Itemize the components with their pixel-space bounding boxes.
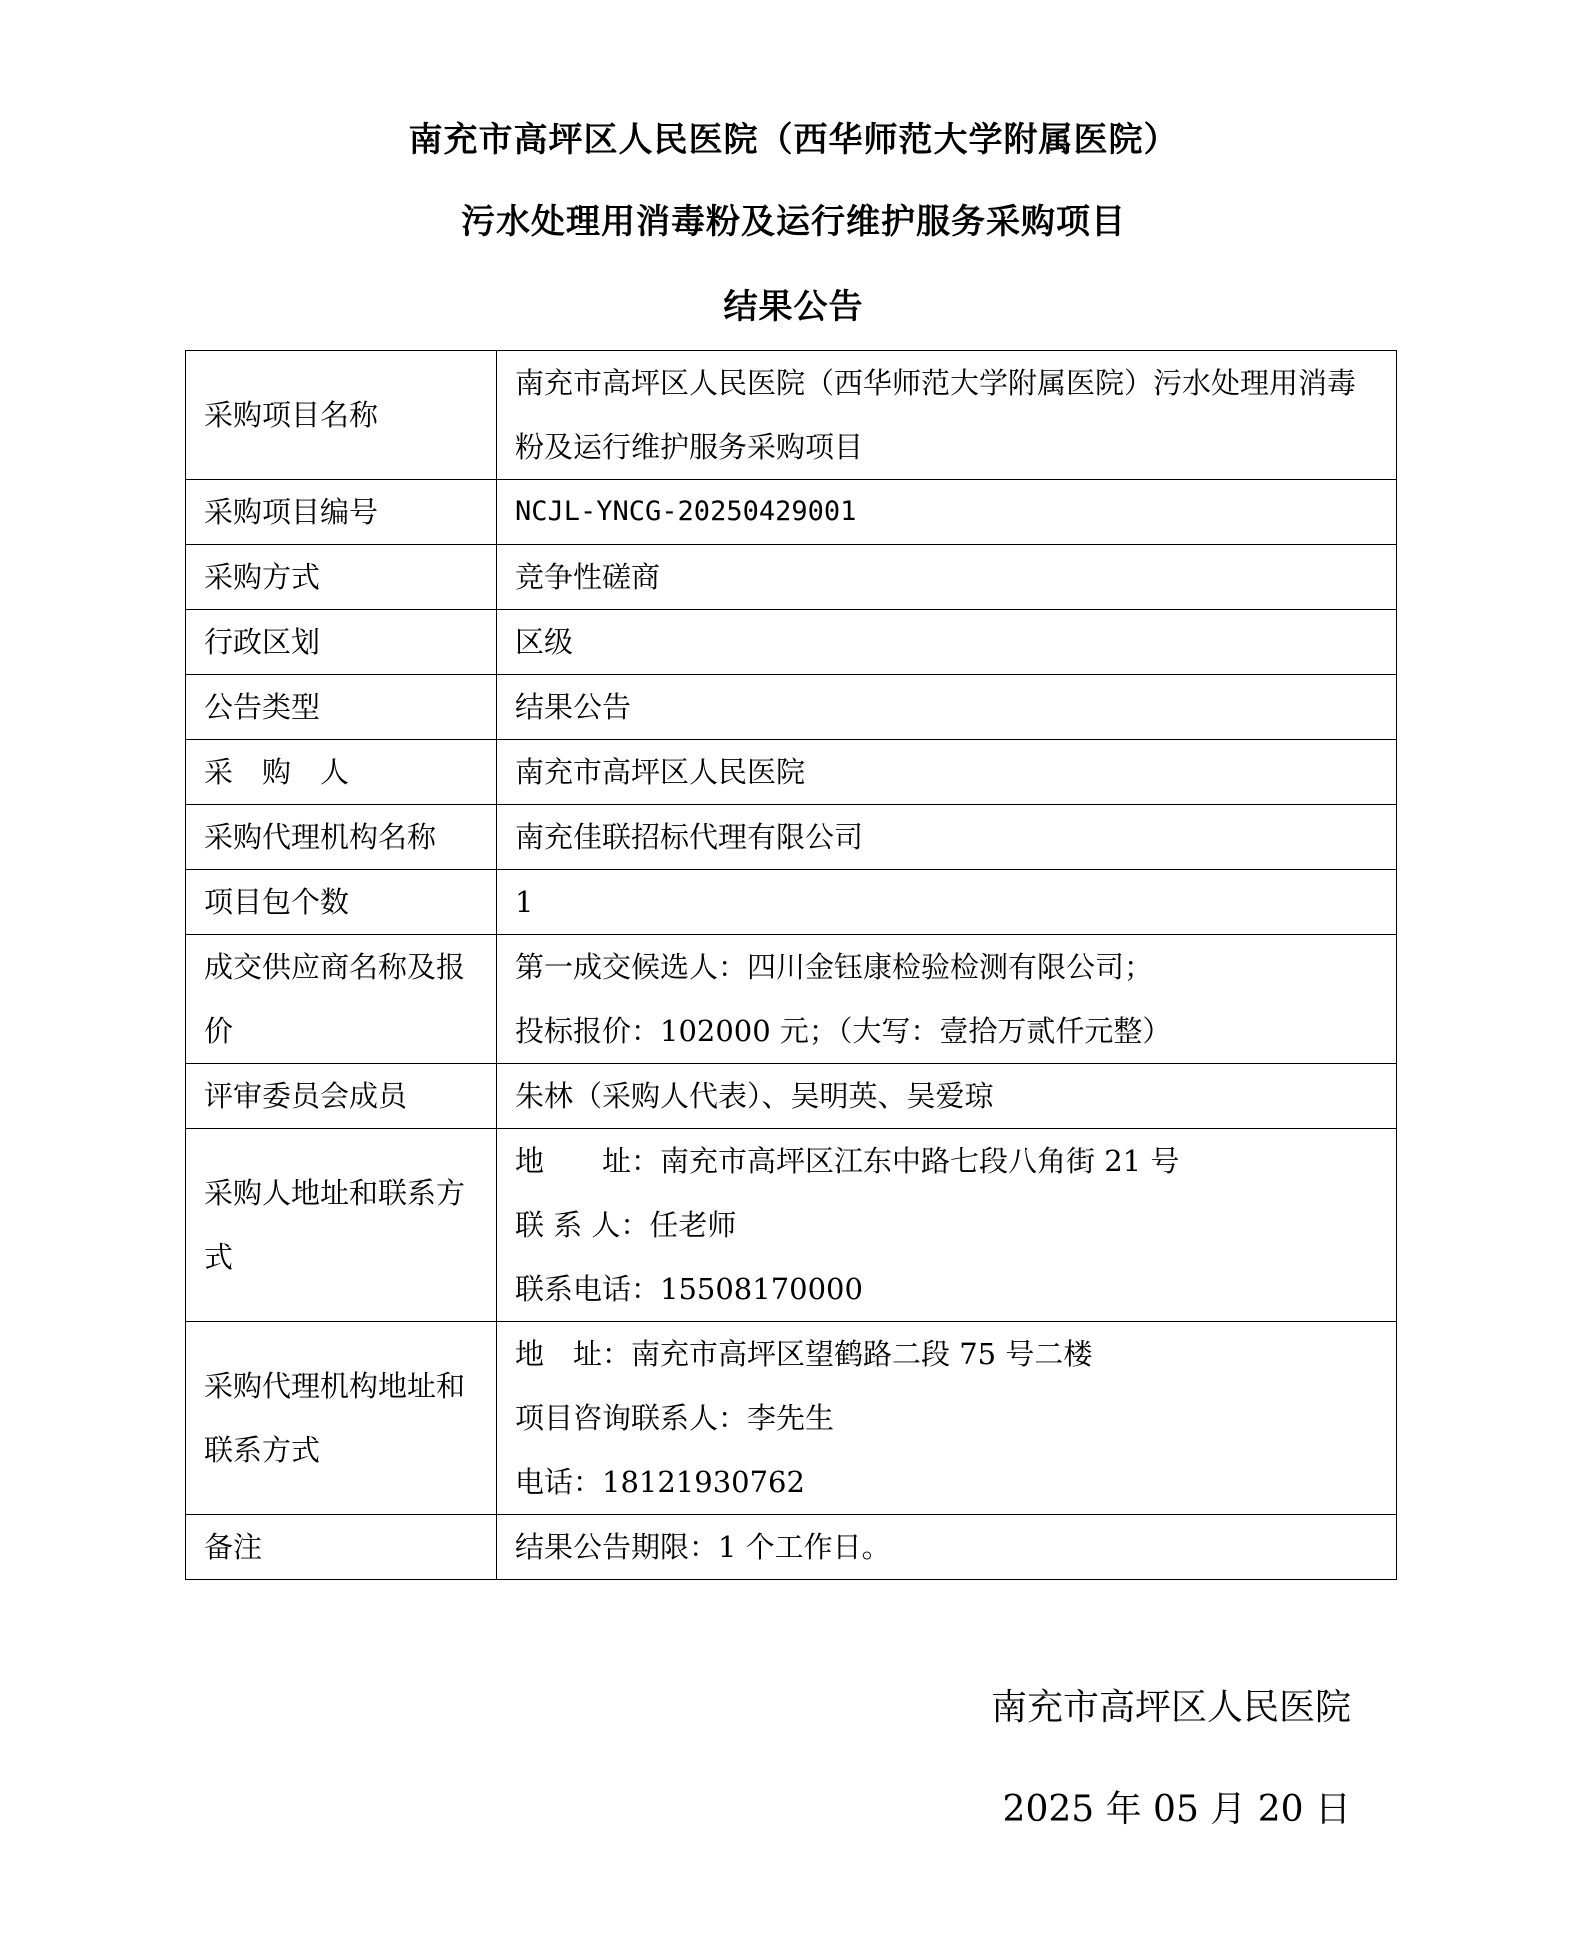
row-value-project-name bbox=[497, 351, 1397, 480]
project-name-text: 南充市高坪区人民医院（西华师范大学附属医院）污水处理用消毒粉及运行维护服务采购项目 bbox=[515, 366, 1357, 464]
table-row bbox=[186, 480, 1397, 545]
row-label-package-count: 项目包个数 bbox=[186, 870, 497, 935]
row-value-project-number: NCJL-YNCG-20250429001 bbox=[497, 480, 1397, 545]
row-label-agency-contact bbox=[186, 1322, 497, 1515]
row-label-project-name: 采购项目名称 bbox=[186, 351, 497, 480]
purchaser-contact-person-line: 联 系 人：任老师 bbox=[515, 1208, 737, 1242]
table-row bbox=[186, 1129, 1397, 1322]
purchaser-phone-line: 联系电话：15508170000 bbox=[515, 1272, 863, 1306]
table-row bbox=[186, 1322, 1397, 1515]
table-row bbox=[186, 610, 1397, 675]
row-value-purchaser: 南充市高坪区人民医院 bbox=[497, 740, 1397, 805]
supplier-line: 第一成交候选人：四川金钰康检验检测有限公司； bbox=[515, 950, 1154, 984]
title-line-3: 结果公告 bbox=[723, 287, 864, 327]
row-value-agency-name: 南充佳联招标代理有限公司 bbox=[497, 805, 1397, 870]
agency-contact-person-line: 项目咨询联系人：李先生 bbox=[515, 1401, 835, 1435]
row-label-project-number: 采购项目编号 bbox=[186, 480, 497, 545]
row-value-remarks: 结果公告期限：1 个工作日。 bbox=[497, 1515, 1397, 1580]
agency-address-line: 地 址：南充市高坪区望鹤路二段 75 号二楼 bbox=[515, 1337, 1093, 1371]
row-label-review-committee: 评审委员会成员 bbox=[186, 1064, 497, 1129]
row-label-notice-type: 公告类型 bbox=[186, 675, 497, 740]
purchaser-address-line: 地 址：南充市高坪区江东中路七段八角街 21 号 bbox=[515, 1144, 1180, 1178]
row-label-supplier-quote bbox=[186, 935, 497, 1064]
row-label-procurement-method: 采购方式 bbox=[186, 545, 497, 610]
announcement-table bbox=[185, 350, 1397, 1580]
table-row bbox=[186, 870, 1397, 935]
row-value-procurement-method: 竞争性磋商 bbox=[497, 545, 1397, 610]
row-value-supplier-quote bbox=[497, 935, 1397, 1064]
agency-phone-line: 电话：18121930762 bbox=[515, 1465, 805, 1499]
table-row bbox=[186, 935, 1397, 1064]
row-label-purchaser-contact bbox=[186, 1129, 497, 1322]
row-value-notice-type: 结果公告 bbox=[497, 675, 1397, 740]
row-label-remarks: 备注 bbox=[186, 1515, 497, 1580]
title-line-2: 污水处理用消毒粉及运行维护服务采购项目 bbox=[461, 202, 1126, 242]
table-row bbox=[186, 740, 1397, 805]
table-row bbox=[186, 675, 1397, 740]
row-value-review-committee: 朱林（采购人代表）、吴明英、吴爱琼 bbox=[497, 1064, 1397, 1129]
agency-contact-label-text: 采购代理机构地址和联系方式 bbox=[204, 1369, 466, 1467]
signature-organization: 南充市高坪区人民医院 bbox=[990, 1687, 1351, 1728]
row-value-region: 区级 bbox=[497, 610, 1397, 675]
table-row bbox=[186, 805, 1397, 870]
row-label-purchaser: 采 购 人 bbox=[186, 740, 497, 805]
signature-date: 2025 年 05 月 20 日 bbox=[1002, 1789, 1351, 1830]
purchaser-contact-label-text: 采购人地址和联系方式 bbox=[204, 1176, 466, 1274]
row-value-package-count: 1 bbox=[497, 870, 1397, 935]
table-row bbox=[186, 351, 1397, 480]
table-row bbox=[186, 1064, 1397, 1129]
table-row bbox=[186, 1515, 1397, 1580]
row-label-agency-name: 采购代理机构名称 bbox=[186, 805, 497, 870]
row-value-agency-contact bbox=[497, 1322, 1397, 1515]
row-label-region: 行政区划 bbox=[186, 610, 497, 675]
table-row bbox=[186, 545, 1397, 610]
supplier-quote-label-text: 成交供应商名称及报价 bbox=[204, 950, 466, 1048]
row-value-purchaser-contact bbox=[497, 1129, 1397, 1322]
title-line-1: 南充市高坪区人民医院（西华师范大学附属医院） bbox=[408, 120, 1179, 160]
quote-line: 投标报价：102000 元；（大写：壹拾万贰仟元整） bbox=[515, 1014, 1172, 1048]
